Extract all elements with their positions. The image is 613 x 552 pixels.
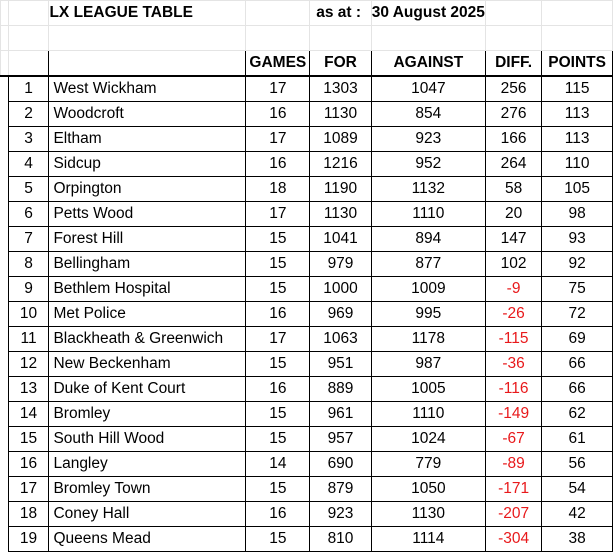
against-cell[interactable]: 923 [371, 127, 485, 152]
team-cell[interactable]: West Wickham [49, 76, 246, 102]
diff-cell[interactable]: -115 [485, 327, 541, 352]
header-for[interactable]: FOR [310, 51, 372, 77]
cell[interactable] [1, 1, 9, 26]
cell[interactable] [1, 51, 9, 77]
points-cell[interactable]: 42 [542, 502, 613, 527]
diff-cell[interactable]: 20 [485, 202, 541, 227]
against-cell[interactable]: 1132 [371, 177, 485, 202]
diff-cell[interactable]: 166 [485, 127, 541, 152]
against-cell[interactable]: 1009 [371, 277, 485, 302]
table-row [1, 102, 613, 127]
team-cell[interactable]: Met Police [49, 302, 246, 327]
games-cell[interactable]: 15 [246, 427, 310, 452]
team-cell[interactable]: Woodcroft [49, 102, 246, 127]
table-row [1, 127, 613, 152]
games-cell[interactable]: 17 [246, 127, 310, 152]
diff-cell[interactable]: 276 [485, 102, 541, 127]
position-cell[interactable]: 1 [8, 76, 49, 102]
cell[interactable] [8, 51, 49, 77]
points-cell[interactable]: 62 [542, 402, 613, 427]
position-cell[interactable]: 7 [8, 227, 49, 252]
games-cell[interactable]: 15 [246, 277, 310, 302]
cell[interactable] [485, 26, 541, 51]
cell[interactable] [1, 452, 9, 477]
cell[interactable] [1, 177, 9, 202]
table-row [1, 227, 613, 252]
against-cell[interactable]: 1110 [371, 402, 485, 427]
against-cell[interactable]: 1114 [371, 527, 485, 552]
for-cell[interactable]: 951 [310, 352, 372, 377]
position-cell[interactable]: 4 [8, 152, 49, 177]
games-cell[interactable]: 15 [246, 252, 310, 277]
cell[interactable] [1, 102, 9, 127]
position-cell[interactable]: 3 [8, 127, 49, 152]
position-cell[interactable]: 5 [8, 177, 49, 202]
position-cell[interactable]: 13 [8, 377, 49, 402]
games-cell[interactable]: 16 [246, 377, 310, 402]
for-cell[interactable]: 1190 [310, 177, 372, 202]
against-cell[interactable]: 779 [371, 452, 485, 477]
games-cell[interactable]: 15 [246, 402, 310, 427]
team-cell[interactable]: Bromley [49, 402, 246, 427]
for-cell[interactable]: 923 [310, 502, 372, 527]
diff-cell[interactable]: 256 [485, 76, 541, 102]
team-cell[interactable]: Petts Wood [49, 202, 246, 227]
team-cell[interactable]: New Beckenham [49, 352, 246, 377]
cell[interactable] [1, 502, 9, 527]
cell[interactable] [542, 26, 613, 51]
points-cell[interactable]: 75 [542, 277, 613, 302]
for-cell[interactable]: 1041 [310, 227, 372, 252]
cell[interactable] [1, 252, 9, 277]
points-cell[interactable]: 61 [542, 427, 613, 452]
position-cell[interactable]: 6 [8, 202, 49, 227]
team-cell[interactable]: Duke of Kent Court [49, 377, 246, 402]
cell[interactable] [1, 26, 9, 51]
for-cell[interactable]: 979 [310, 252, 372, 277]
against-cell[interactable]: 877 [371, 252, 485, 277]
table-row [1, 76, 613, 102]
table-row [1, 177, 613, 202]
against-cell[interactable]: 995 [371, 302, 485, 327]
points-cell[interactable]: 110 [542, 152, 613, 177]
cell[interactable] [246, 1, 310, 26]
team-cell[interactable]: Bethlem Hospital [49, 277, 246, 302]
points-cell[interactable]: 98 [542, 202, 613, 227]
for-cell[interactable]: 810 [310, 527, 372, 552]
for-cell[interactable]: 1063 [310, 327, 372, 352]
table-row [1, 252, 613, 277]
for-cell[interactable]: 961 [310, 402, 372, 427]
position-cell[interactable]: 2 [8, 102, 49, 127]
points-cell[interactable]: 92 [542, 252, 613, 277]
cell[interactable] [1, 127, 9, 152]
table-row [1, 402, 613, 427]
team-cell[interactable]: Sidcup [49, 152, 246, 177]
for-cell[interactable]: 1216 [310, 152, 372, 177]
games-cell[interactable]: 14 [246, 452, 310, 477]
diff-cell[interactable]: 58 [485, 177, 541, 202]
cell[interactable] [542, 1, 613, 26]
games-cell[interactable]: 17 [246, 327, 310, 352]
for-cell[interactable]: 1303 [310, 76, 372, 102]
diff-cell[interactable]: -36 [485, 352, 541, 377]
position-cell[interactable]: 18 [8, 502, 49, 527]
cell[interactable] [1, 327, 9, 352]
games-cell[interactable]: 16 [246, 302, 310, 327]
cell[interactable] [49, 51, 246, 77]
cell[interactable] [1, 527, 9, 552]
header-against[interactable]: AGAINST [371, 51, 485, 77]
title-row [1, 1, 613, 26]
cell[interactable] [246, 26, 310, 51]
games-cell[interactable]: 16 [246, 152, 310, 177]
points-cell[interactable]: 54 [542, 477, 613, 502]
standings-body [1, 76, 613, 552]
cell[interactable] [1, 377, 9, 402]
against-cell[interactable]: 952 [371, 152, 485, 177]
for-cell[interactable]: 690 [310, 452, 372, 477]
for-cell[interactable]: 1130 [310, 102, 372, 127]
table-row [1, 452, 613, 477]
header-diff[interactable]: DIFF. [485, 51, 541, 77]
table-row [1, 302, 613, 327]
diff-cell[interactable]: -149 [485, 402, 541, 427]
for-cell[interactable]: 1000 [310, 277, 372, 302]
position-cell[interactable]: 15 [8, 427, 49, 452]
against-cell[interactable]: 1178 [371, 327, 485, 352]
points-cell[interactable]: 72 [542, 302, 613, 327]
against-cell[interactable]: 1110 [371, 202, 485, 227]
cell[interactable] [1, 352, 9, 377]
diff-cell[interactable]: 102 [485, 252, 541, 277]
for-cell[interactable]: 1089 [310, 127, 372, 152]
diff-cell[interactable]: -207 [485, 502, 541, 527]
header-games[interactable]: GAMES [246, 51, 310, 77]
points-cell[interactable]: 113 [542, 102, 613, 127]
team-cell[interactable]: Queens Mead [49, 527, 246, 552]
games-cell[interactable]: 15 [246, 527, 310, 552]
table-row [1, 377, 613, 402]
points-cell[interactable]: 69 [542, 327, 613, 352]
table-row [1, 502, 613, 527]
points-cell[interactable]: 93 [542, 227, 613, 252]
diff-cell[interactable]: 264 [485, 152, 541, 177]
cell[interactable] [1, 402, 9, 427]
position-cell[interactable]: 11 [8, 327, 49, 352]
against-cell[interactable]: 1024 [371, 427, 485, 452]
table-row [1, 352, 613, 377]
against-cell[interactable]: 1050 [371, 477, 485, 502]
points-cell[interactable]: 105 [542, 177, 613, 202]
position-cell[interactable]: 8 [8, 252, 49, 277]
for-cell[interactable]: 889 [310, 377, 372, 402]
table-row [1, 152, 613, 177]
cell[interactable] [49, 26, 246, 51]
cell[interactable] [1, 202, 9, 227]
table-row [1, 477, 613, 502]
diff-cell[interactable]: -9 [485, 277, 541, 302]
games-cell[interactable]: 15 [246, 227, 310, 252]
for-cell[interactable]: 879 [310, 477, 372, 502]
position-cell[interactable]: 17 [8, 477, 49, 502]
points-cell[interactable]: 115 [542, 76, 613, 102]
position-cell[interactable]: 9 [8, 277, 49, 302]
cell[interactable] [310, 26, 372, 51]
cell[interactable] [1, 477, 9, 502]
team-cell[interactable]: Blackheath & Greenwich [49, 327, 246, 352]
against-cell[interactable]: 894 [371, 227, 485, 252]
points-cell[interactable]: 66 [542, 377, 613, 402]
for-cell[interactable]: 969 [310, 302, 372, 327]
diff-cell[interactable]: -116 [485, 377, 541, 402]
position-cell[interactable]: 19 [8, 527, 49, 552]
points-cell[interactable]: 56 [542, 452, 613, 477]
cell[interactable] [1, 427, 9, 452]
diff-cell[interactable]: -304 [485, 527, 541, 552]
table-row [1, 277, 613, 302]
team-cell[interactable]: South Hill Wood [49, 427, 246, 452]
games-cell[interactable]: 17 [246, 76, 310, 102]
cell[interactable] [8, 26, 49, 51]
cell[interactable] [8, 1, 49, 26]
table-row [1, 327, 613, 352]
games-cell[interactable]: 15 [246, 477, 310, 502]
cell[interactable] [1, 76, 9, 102]
position-cell[interactable]: 10 [8, 302, 49, 327]
team-cell[interactable]: Bellingham [49, 252, 246, 277]
points-cell[interactable]: 38 [542, 527, 613, 552]
diff-cell[interactable]: -89 [485, 452, 541, 477]
games-cell[interactable]: 16 [246, 502, 310, 527]
position-cell[interactable]: 16 [8, 452, 49, 477]
diff-cell[interactable]: -26 [485, 302, 541, 327]
position-cell[interactable]: 14 [8, 402, 49, 427]
blank-row [1, 26, 613, 51]
for-cell[interactable]: 957 [310, 427, 372, 452]
diff-cell[interactable]: 147 [485, 227, 541, 252]
cell[interactable] [485, 1, 541, 26]
league-title[interactable]: LX LEAGUE TABLE [49, 1, 246, 26]
against-cell[interactable]: 1047 [371, 76, 485, 102]
cell[interactable] [371, 26, 485, 51]
team-cell[interactable]: Forest Hill [49, 227, 246, 252]
against-cell[interactable]: 1005 [371, 377, 485, 402]
games-cell[interactable]: 18 [246, 177, 310, 202]
cell[interactable] [1, 227, 9, 252]
diff-cell[interactable]: -67 [485, 427, 541, 452]
against-cell[interactable]: 987 [371, 352, 485, 377]
as-at-label[interactable]: as at : [310, 1, 372, 26]
cell[interactable] [1, 302, 9, 327]
team-cell[interactable]: Bromley Town [49, 477, 246, 502]
header-row [1, 51, 613, 77]
cell[interactable] [1, 152, 9, 177]
team-cell[interactable]: Coney Hall [49, 502, 246, 527]
header-points[interactable]: POINTS [542, 51, 613, 77]
cell[interactable] [1, 277, 9, 302]
against-cell[interactable]: 1130 [371, 502, 485, 527]
games-cell[interactable]: 16 [246, 102, 310, 127]
points-cell[interactable]: 66 [542, 352, 613, 377]
team-cell[interactable]: Langley [49, 452, 246, 477]
for-cell[interactable]: 1130 [310, 202, 372, 227]
diff-cell[interactable]: -171 [485, 477, 541, 502]
against-cell[interactable]: 854 [371, 102, 485, 127]
as-at-date[interactable]: 30 August 2025 [371, 1, 485, 26]
team-cell[interactable]: Eltham [49, 127, 246, 152]
games-cell[interactable]: 17 [246, 202, 310, 227]
position-cell[interactable]: 12 [8, 352, 49, 377]
team-cell[interactable]: Orpington [49, 177, 246, 202]
points-cell[interactable]: 113 [542, 127, 613, 152]
games-cell[interactable]: 15 [246, 352, 310, 377]
table-row [1, 527, 613, 552]
table-row [1, 202, 613, 227]
table-row [1, 427, 613, 452]
